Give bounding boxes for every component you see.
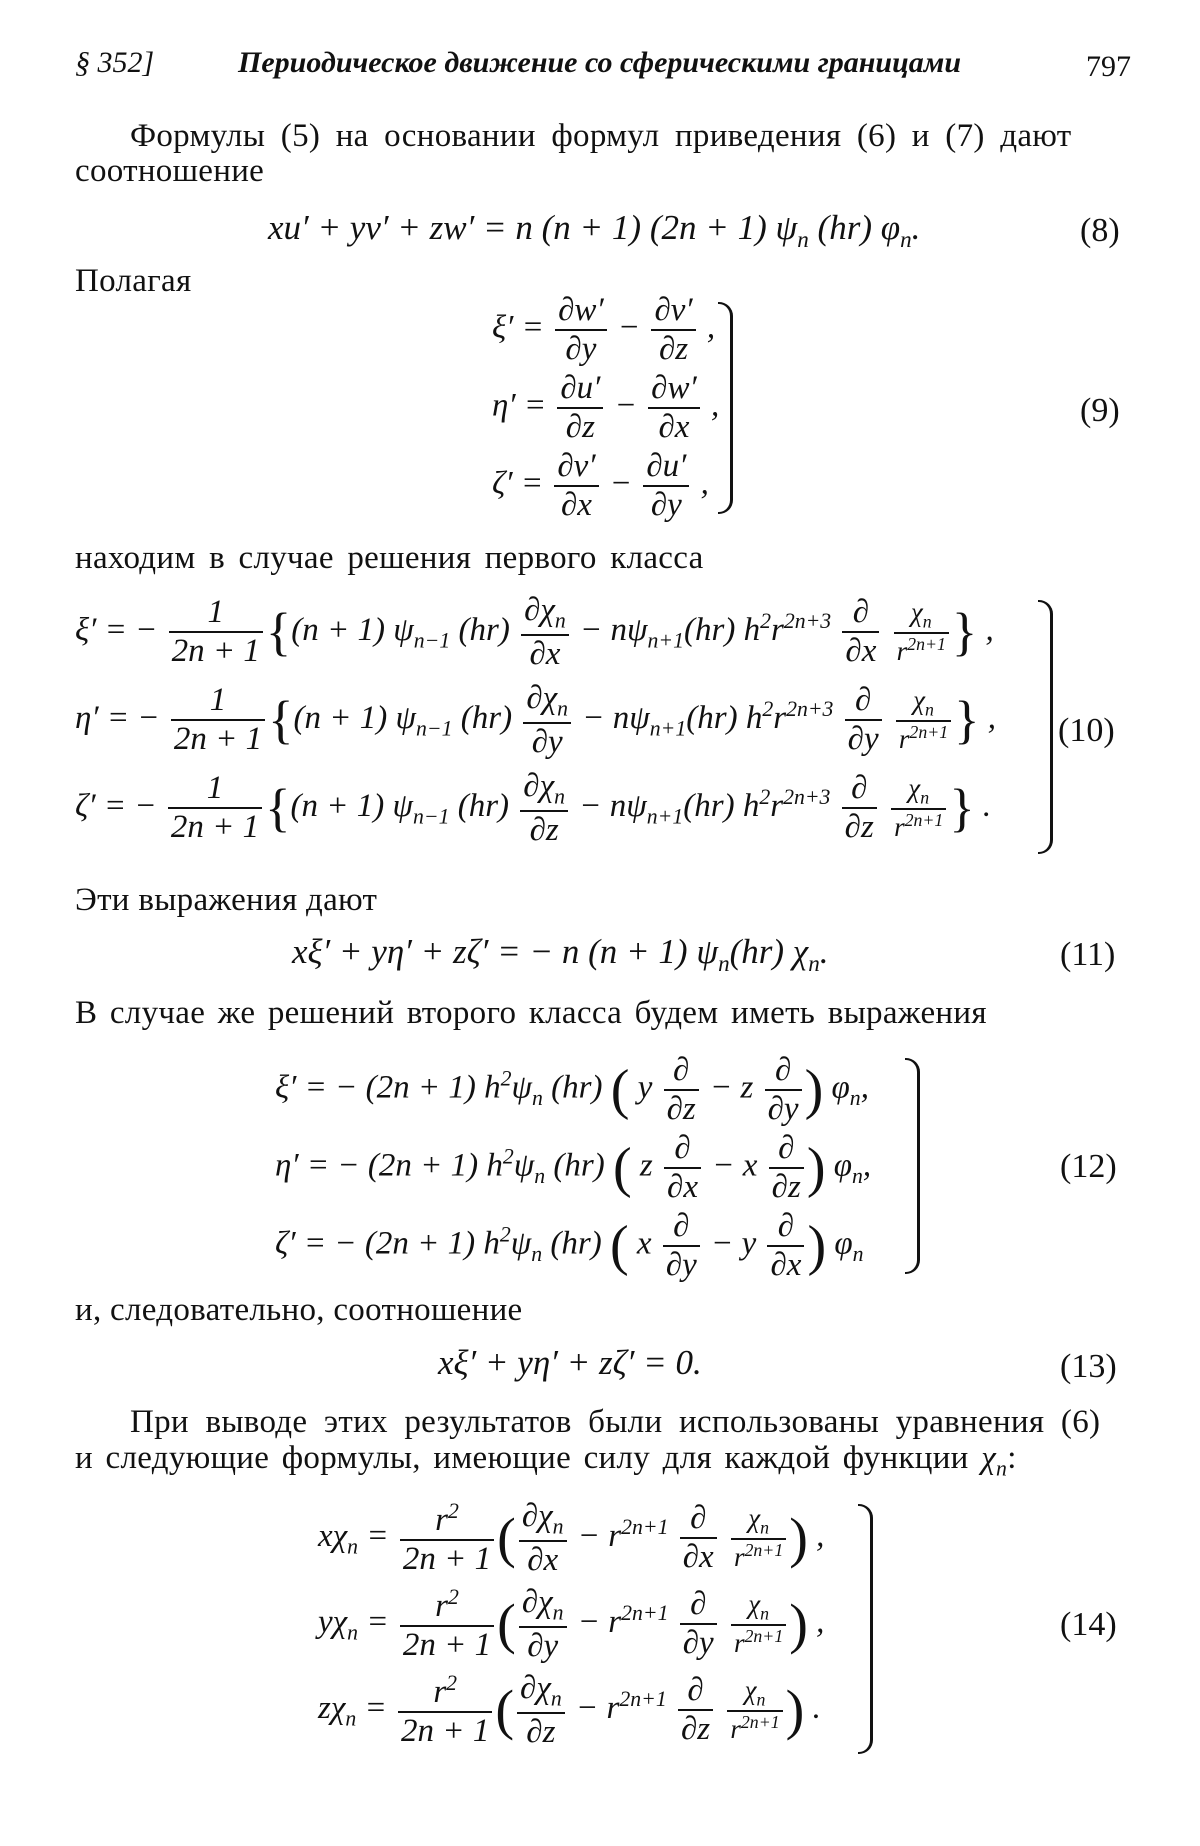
equation-brace — [858, 1504, 873, 1754]
equation-10-line-xi: ξ′ = − $\frac{1}{2n + 1}$ {(n + 1) $\psi_{n-1}$ (hr) $\frac{\partial\chi_n}{\partial x}$ − $n\psi_{n+1}(hr)$ $h^2r^{2n+3}$ $\frac{\partial}{\partial x}$ $\frac{\chi_n}{r^{2n+1}}$ } , — [75, 592, 994, 672]
header-title: Периодическое движение со сферическими границами — [238, 46, 962, 79]
equation-12-line-zeta: ζ′ = − (2n + 1) $h^2\psi_n$ (hr) ( x $\frac{\partial}{\partial y}$ − y $\frac{\partial}{\partial x}$ ) $\varphi_n$ — [275, 1208, 864, 1283]
equation-12-line-xi: ξ′ = − (2n + 1) $h^2\psi_n$ (hr) ( y $\frac{\partial}{\partial z}$ − z $\frac{\partial}{\partial y}$ ) $\varphi_n$, — [275, 1052, 869, 1127]
paragraph-line: находим в случае решения первого класса — [75, 540, 704, 576]
equation-14-line-z: $z\chi_n$ = $\frac{r^2}{2n + 1}$ ( $\frac{\partial\chi_n}{\partial z}$ − $r^{2n+1}$ $\frac{\partial}{\partial z}$ $\frac{\chi_n}{r^{2n+1}}$ ) . — [318, 1670, 821, 1750]
equation-12-line-eta: η′ = − (2n + 1) $h^2\psi_n$ (hr) ( z $\frac{\partial}{\partial x}$ − x $\frac{\partial}{\partial z}$ ) $\varphi_n$, — [275, 1130, 872, 1205]
paragraph-line: Эти выражения дают — [75, 882, 378, 918]
equation-number: (14) — [1060, 1606, 1117, 1643]
paragraph-line: При выводе этих результатов были использованы уравнения (6) — [130, 1404, 1101, 1440]
equation-9-line-zeta: ζ′ = $\frac{\partial v'}{\partial x}$ − $\frac{\partial u'}{\partial y}$ , — [492, 448, 709, 523]
equation-9-line-xi: ξ′ = $\frac{\partial w'}{\partial y}$ − $\frac{\partial v'}{\partial z}$ , — [492, 292, 716, 367]
equation-14-line-x: $x\chi_n$ = $\frac{r^2}{2n + 1}$ ( $\frac{\partial\chi_n}{\partial x}$ − $r^{2n+1}$ $\frac{\partial}{\partial x}$ $\frac{\chi_n}{r^{2n+1}}$ ) , — [318, 1498, 825, 1578]
header-section: § 352] — [75, 46, 155, 79]
paragraph-line: соотношение — [75, 153, 265, 189]
paragraph-line: и следующие формулы, имеющие силу для каждой функции $\chi_n$: — [75, 1440, 1017, 1481]
paragraph-line: Формулы (5) на основании формул приведения (6) и (7) дают — [130, 118, 1072, 154]
equation-brace — [718, 302, 733, 514]
paragraph-line: и, следовательно, соотношение — [75, 1292, 523, 1328]
equation-8: xu′ + yv′ + zw′ = n (n + 1) (2n + 1) $\psi_n$ (hr) $\varphi_n$. — [268, 208, 921, 252]
equation-number: (12) — [1060, 1148, 1117, 1185]
equation-brace — [905, 1058, 920, 1274]
equation-9-line-eta: η′ = $\frac{\partial u'}{\partial z}$ − $\frac{\partial w'}{\partial x}$ , — [492, 370, 720, 445]
equation-14-line-y: $y\chi_n$ = $\frac{r^2}{2n + 1}$ ( $\frac{\partial\chi_n}{\partial y}$ − $r^{2n+1}$ $\frac{\partial}{\partial y}$ $\frac{\chi_n}{r^{2n+1}}$ ) , — [318, 1584, 825, 1664]
paragraph-text: и следующие формулы, имеющие силу для каждой функции — [75, 1440, 969, 1476]
equation-number: (13) — [1060, 1348, 1117, 1385]
equation-number: (8) — [1080, 212, 1120, 249]
paragraph-line: Полагая — [75, 263, 192, 299]
equation-10-line-eta: η′ = − $\frac{1}{2n + 1}$ {(n + 1) $\psi_{n-1}$ (hr) $\frac{\partial\chi_n}{\partial y}$ − $n\psi_{n+1}(hr)$ $h^2r^{2n+3}$ $\frac{\partial}{\partial y}$ $\frac{\chi_n}{r^{2n+1}}$ } , — [75, 680, 996, 760]
equation-number: (9) — [1080, 392, 1120, 429]
equation-13: xξ′ + yη′ + zζ′ = 0. — [438, 1343, 702, 1382]
equation-number: (10) — [1058, 712, 1115, 749]
equation-10-line-zeta: ζ′ = − $\frac{1}{2n + 1}$ {(n + 1) $\psi_{n-1}$ (hr) $\frac{\partial\chi_n}{\partial z}$ − $n\psi_{n+1}(hr)$ $h^2r^{2n+3}$ $\frac{\partial}{\partial z}$ $\frac{\chi_n}{r^{2n+1}}$ } . — [75, 768, 992, 848]
equation-11: xξ′ + yη′ + zζ′ = − n (n + 1) $\psi_n(hr)$ $\chi_n$. — [292, 932, 829, 976]
equation-brace — [1038, 600, 1053, 854]
paragraph-line: В случае же решений второго класса будем иметь выражения — [75, 995, 987, 1031]
equation-number: (11) — [1060, 936, 1116, 973]
header-page-number: 797 — [1086, 50, 1131, 83]
